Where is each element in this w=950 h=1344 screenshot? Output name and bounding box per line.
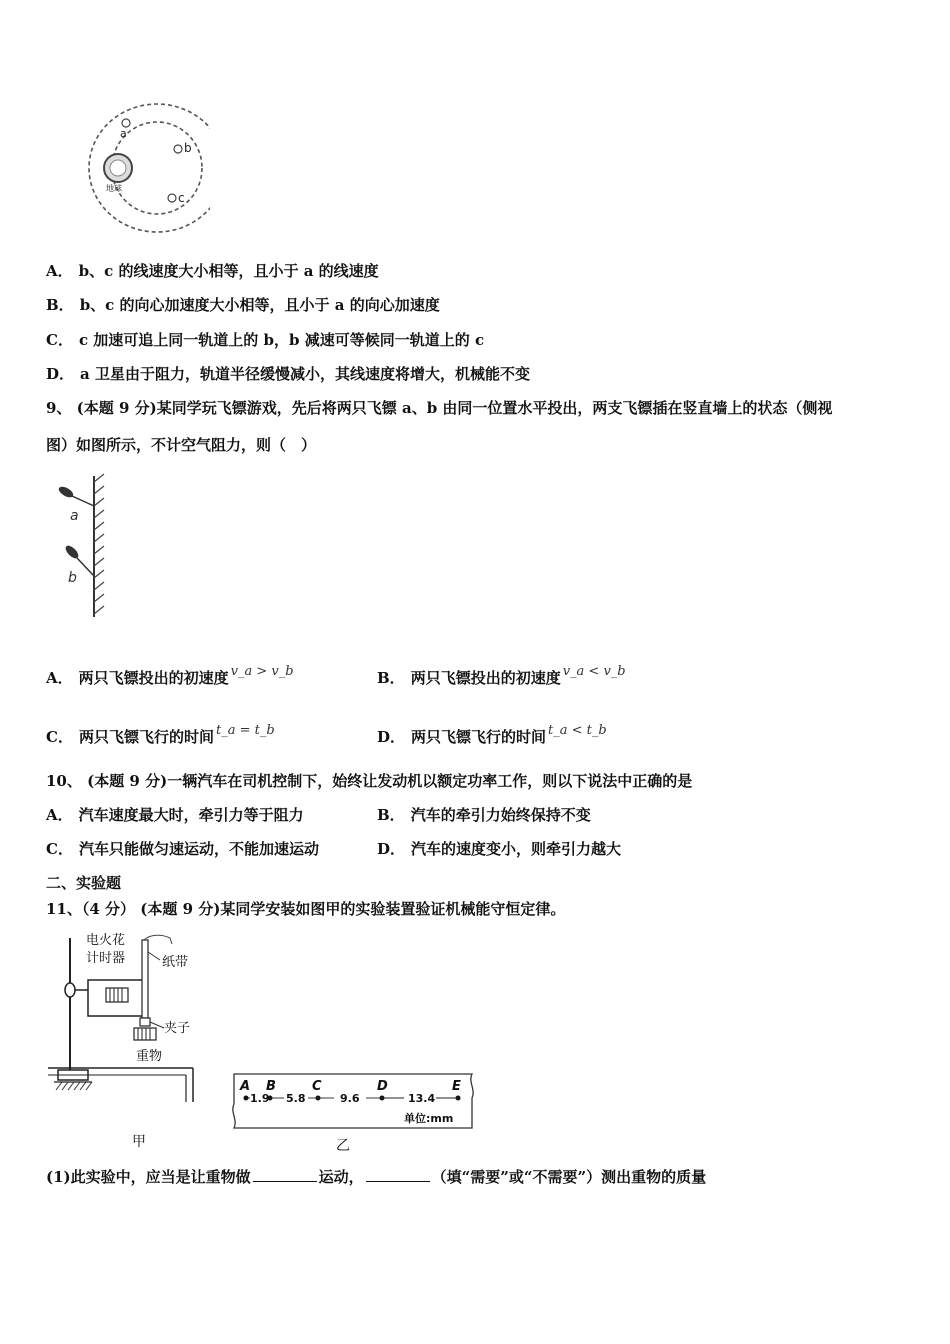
tape-gap-cd: 9.6 <box>340 1092 360 1105</box>
satellite-c-label: c <box>178 191 185 205</box>
weight-label: 重物 <box>136 1049 163 1064</box>
apparatus-figure <box>48 930 208 1155</box>
q9-stem-line1: 9、 (本题 9 分)某同学玩飞镖游戏，先后将两只飞镖 a、b 由同一位置水平投出，两支飞镖插在竖直墙上的状态（侧视 <box>46 399 833 417</box>
q9-option-a: A． 两只飞镖投出的初速度 v_a > v_b <box>46 664 294 687</box>
tape-unit: 单位:mm <box>404 1112 454 1125</box>
timer-box <box>88 980 146 1016</box>
q9-option-c: C． 两只飞镖飞行的时间 t_a = t_b <box>46 723 275 746</box>
tape-figure <box>224 1070 480 1155</box>
q10-option-b: B． 汽车的牵引力始终保持不变 <box>377 806 591 824</box>
q10-option-a: A． 汽车速度最大时，牵引力等于阻力 <box>46 806 304 824</box>
satellite-a-icon <box>122 119 130 127</box>
q9-option-a-math: v_a > v_b <box>230 664 294 679</box>
q11-sub1: (1)此实验中，应当是让重物做 运动， （填“需要”或“不需要”）测出重物的质量 <box>46 1168 707 1186</box>
q8-option-d: D． a 卫星由于阻力，轨道半径缓慢减小，其线速度将增大，机械能不变 <box>46 365 530 383</box>
q8-option-c: C． c 加速可追上同一轨道上的 b，b 减速可等候同一轨道上的 c <box>46 331 485 349</box>
tape-gap-de: 13.4 <box>408 1092 436 1105</box>
satellite-b-label: b <box>184 141 192 155</box>
dart-b-shaft <box>77 558 94 576</box>
dart-a-shaft <box>72 496 94 506</box>
q9-option-b: B． 两只飞镖投出的初速度 v_a < v_b <box>377 664 626 687</box>
q8-option-b: B． b、c 的向心加速度大小相等，且小于 a 的向心加速度 <box>46 296 440 314</box>
tape-point-e-label: E <box>452 1079 461 1094</box>
timer-label-2: 计时器 <box>86 951 126 966</box>
q9-option-d-math: t_a < t_b <box>548 723 607 738</box>
satellite-c-icon <box>168 194 176 202</box>
dart-a-icon <box>57 485 75 500</box>
satellite-a-label: a <box>120 127 127 140</box>
wall-hatching <box>94 474 104 614</box>
q10-option-c: C． 汽车只能做匀速运动，不能加速运动 <box>46 840 319 858</box>
section-title: 二、实验题 <box>46 874 122 892</box>
dart-figure <box>44 472 124 622</box>
figure-jia-caption: 甲 <box>132 1134 146 1150</box>
clamp-icon <box>65 983 75 997</box>
dart-b-label: b <box>68 570 77 586</box>
q8-option-a: A． b、c 的线速度大小相等，且小于 a 的线速度 <box>46 262 379 280</box>
tape-gap-ab: 1.9 <box>250 1092 270 1105</box>
tape-point-d-label: D <box>377 1079 388 1094</box>
orbit-figure <box>40 95 210 240</box>
dart-a-label: a <box>70 508 79 524</box>
paper-tape <box>142 940 148 1018</box>
q10-stem: 10、 (本题 9 分)一辆汽车在司机控制下，始终让发动机以额定功率工作，则以下说法中正确的是 <box>46 772 693 790</box>
q10-option-d: D． 汽车的速度变小，则牵引力越大 <box>377 840 622 858</box>
tape-point-b-label: B <box>266 1079 276 1094</box>
tape-point-c-label: C <box>312 1079 322 1094</box>
figure-yi-caption: 乙 <box>336 1138 350 1154</box>
q9-option-d: D． 两只飞镖飞行的时间 t_a < t_b <box>377 723 607 746</box>
answer-blank-1[interactable] <box>253 1167 317 1182</box>
clip-icon <box>140 1018 150 1026</box>
q9-option-c-math: t_a = t_b <box>215 723 275 738</box>
satellite-b-icon <box>174 145 182 153</box>
q9-option-b-math: v_a < v_b <box>562 664 626 679</box>
tape-point-a-label: A <box>240 1079 251 1094</box>
base-hatching <box>56 1082 92 1090</box>
q11-stem: 11、（4 分） (本题 9 分)某同学安装如图甲的实验装置验证机械能守恒定律。 <box>46 900 566 918</box>
timer-label-1: 电火花 <box>86 933 126 948</box>
q9-stem-line2: 图）如图所示，不计空气阻力，则（ ） <box>46 436 317 454</box>
answer-blank-2[interactable] <box>366 1167 430 1182</box>
tape-label: 纸带 <box>162 955 189 970</box>
weight-icon <box>134 1028 156 1040</box>
earth-core <box>110 160 126 176</box>
earth-label: 地球 <box>106 184 122 193</box>
clip-label: 夹子 <box>164 1021 191 1036</box>
tape-gap-bc: 5.8 <box>286 1092 306 1105</box>
